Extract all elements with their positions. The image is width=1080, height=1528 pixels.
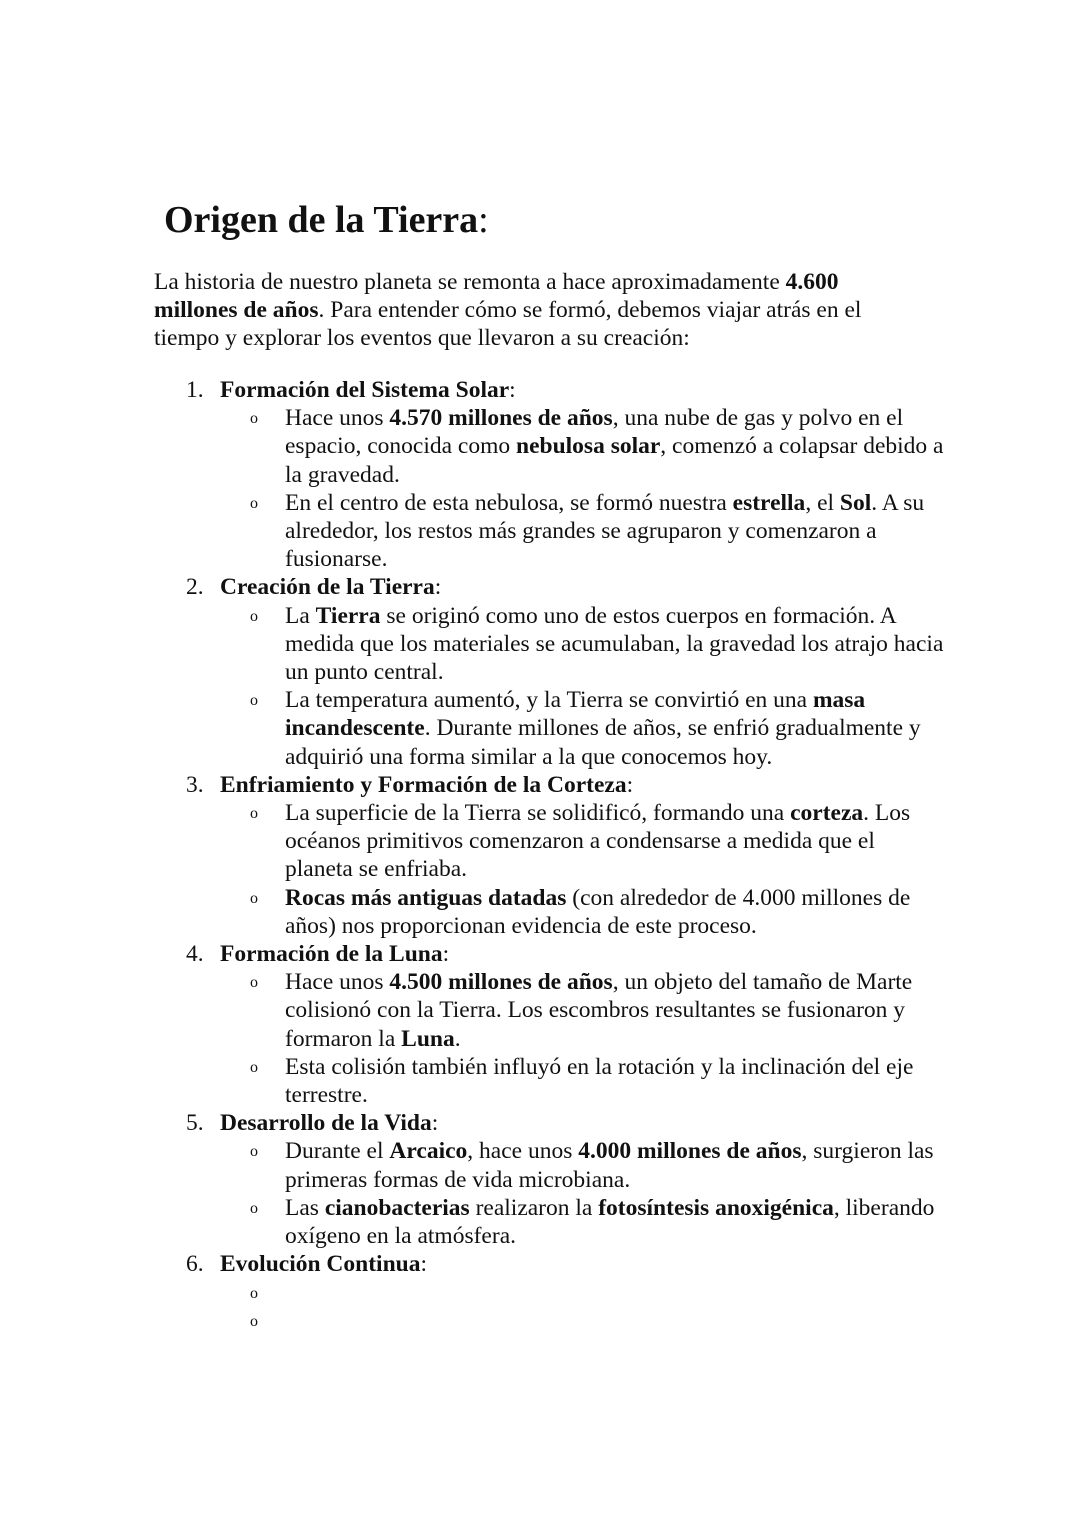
intro-text: . Para entender cómo se formó, debemos viajar atrás en el tiempo y explorar los eventos que llevaron a su creación: [154, 297, 862, 352]
section-title-colon: : [626, 771, 634, 798]
emphasis-text: 4.500 millones de años [389, 969, 613, 996]
body-text: En el centro de esta nebulosa, se formó nuestra [285, 489, 733, 516]
section-item [154, 1250, 944, 1335]
sub-list [220, 799, 944, 940]
section-number: 1. [186, 377, 204, 403]
body-text: Hace unos [285, 969, 390, 996]
sub-list-item [220, 602, 944, 687]
sub-list [220, 968, 944, 1109]
sub-list-item [220, 1279, 944, 1307]
emphasis-text: Rocas más antiguas datadas [285, 884, 567, 911]
hollow-bullet-icon: o [250, 1284, 258, 1302]
body-text: La superficie de la Tierra se solidificó, formando una [285, 800, 791, 827]
section-title-colon: : [431, 1110, 439, 1137]
sub-item-text [285, 968, 944, 1053]
intro-text: La historia de nuestro planeta se remonta a hace aproximadamente [154, 269, 786, 295]
emphasis-text: 4.000 millones de años [578, 1138, 802, 1165]
intro-paragraph [154, 268, 914, 353]
emphasis-text: Arcaico [389, 1138, 468, 1165]
section-heading [220, 771, 944, 799]
sub-list-item [220, 1053, 944, 1109]
section-title-colon: : [442, 941, 450, 968]
body-text: , un objeto del tamaño de Marte colisionó con la Tierra. Los escombros resultantes se fusionaron y formaron la [285, 969, 913, 1052]
section-item [154, 771, 944, 940]
section-title: Enfriamiento y Formación de la Corteza [220, 771, 627, 798]
body-text: , el [805, 489, 840, 516]
sub-item-text [285, 686, 944, 771]
hollow-bullet-icon: o [250, 1058, 258, 1076]
section-title: Desarrollo de la Vida [220, 1110, 432, 1137]
sub-list-item [220, 1307, 944, 1335]
sub-list-item [220, 968, 944, 1053]
body-text: . Los océanos primitivos comenzaron a condensarse a medida que el planeta se enfriaba. [285, 800, 911, 883]
emphasis-text: Sol [839, 489, 872, 516]
section-number: 2. [186, 574, 204, 601]
intro-emphasis: 4.600 millones de años [154, 269, 839, 324]
section-heading [220, 573, 944, 601]
body-text: , liberando oxígeno en la atmósfera. [285, 1194, 935, 1250]
emphasis-text: cianobacterias [324, 1194, 470, 1221]
section-heading [220, 1109, 944, 1137]
section-item [154, 376, 944, 573]
sub-item-text [285, 489, 944, 574]
hollow-bullet-icon: o [250, 974, 258, 992]
hollow-bullet-icon: o [250, 607, 258, 625]
section-heading [220, 376, 944, 404]
body-text: Hace unos [285, 405, 390, 432]
sub-list-item [220, 489, 944, 574]
body-text: , surgieron las primeras formas de vida microbiana. [285, 1138, 934, 1193]
hollow-bullet-icon: o [250, 1199, 258, 1217]
body-text: , hace unos [467, 1138, 579, 1165]
body-text: La temperatura aumentó, y la Tierra se convirtió en una [285, 687, 813, 714]
sub-item-text [285, 602, 944, 687]
emphasis-text: fotosíntesis anoxigénica [598, 1194, 834, 1221]
body-text: La [285, 602, 316, 629]
section-number: 3. [186, 771, 204, 798]
body-text: . Durante millones de años, se enfrió gradualmente y adquirió una forma similar a la que conocemos hoy. [285, 715, 921, 770]
sub-list [220, 602, 944, 771]
hollow-bullet-icon: o [250, 1143, 258, 1161]
section-number: 4. [186, 941, 204, 968]
section-heading [220, 1250, 944, 1278]
hollow-bullet-icon: o [250, 494, 258, 512]
sub-list [220, 1279, 944, 1335]
section-title: Evolución Continua [220, 1251, 421, 1278]
sub-item-text [285, 404, 944, 489]
emphasis-text: 4.570 millones de años [389, 405, 613, 432]
emphasis-text: corteza [790, 800, 864, 827]
body-text: Durante el [285, 1138, 390, 1165]
section-title: Creación de la Tierra [220, 574, 435, 601]
body-text: Las [285, 1194, 325, 1221]
section-title: Formación del Sistema Solar [220, 377, 510, 403]
body-text: Esta colisión también influyó en la rotación y la inclinación del eje terrestre. [285, 1053, 914, 1109]
body-text: . A su alrededor, los restos más grandes se agruparon y comenzaron a fusionarse. [285, 489, 925, 573]
section-title: Formación de la Luna [220, 941, 443, 968]
hollow-bullet-icon: o [250, 1312, 258, 1330]
emphasis-text: Tierra [315, 602, 381, 629]
section-title-colon: : [509, 377, 516, 403]
emphasis-text: estrella [732, 489, 806, 516]
hollow-bullet-icon: o [250, 410, 258, 428]
section-heading [220, 940, 944, 968]
sub-list [220, 1137, 944, 1250]
sub-item-text [285, 1137, 944, 1193]
section-title-colon: : [434, 574, 442, 601]
sub-list-item [220, 686, 944, 771]
hollow-bullet-icon: o [250, 692, 258, 710]
section-item [154, 1109, 944, 1250]
emphasis-text: Luna [401, 1025, 455, 1052]
sections-list [154, 376, 944, 1335]
body-text: se originó como uno de estos cuerpos en formación. A medida que los materiales se acumulaban, la gravedad los atrajo hacia un punto central. [285, 602, 944, 686]
section-item [154, 940, 944, 1109]
sub-item-text [285, 799, 944, 884]
page-title-colon: : [478, 199, 489, 241]
emphasis-text: masa incandescente [285, 687, 866, 742]
body-text: realizaron la [469, 1194, 599, 1221]
sub-list-item [220, 884, 944, 940]
body-text: , una nube de gas y polvo en el espacio, conocida como [285, 405, 904, 460]
body-text: (con alrededor de 4.000 millones de años) nos proporcionan evidencia de este proceso. [285, 884, 911, 939]
sub-list-item [220, 799, 944, 884]
emphasis-text: nebulosa solar [516, 433, 661, 460]
sub-list-item [220, 1194, 944, 1250]
section-item [154, 573, 944, 770]
page-title [164, 196, 489, 244]
section-number: 5. [186, 1110, 204, 1137]
sub-item-text [285, 884, 944, 940]
sub-list-item [220, 404, 944, 489]
sub-list [220, 404, 944, 573]
hollow-bullet-icon: o [250, 805, 258, 823]
page-title-text: Origen de la Tierra [164, 199, 479, 241]
section-title-colon: : [420, 1251, 427, 1278]
sub-list-item [220, 1137, 944, 1193]
sub-item-text [285, 1053, 944, 1109]
section-number: 6. [186, 1251, 204, 1278]
sub-item-text [285, 1194, 944, 1250]
body-text: . [454, 1025, 461, 1052]
body-text: , comenzó a colapsar debido a la gravedad. [285, 433, 944, 488]
hollow-bullet-icon: o [250, 889, 258, 907]
